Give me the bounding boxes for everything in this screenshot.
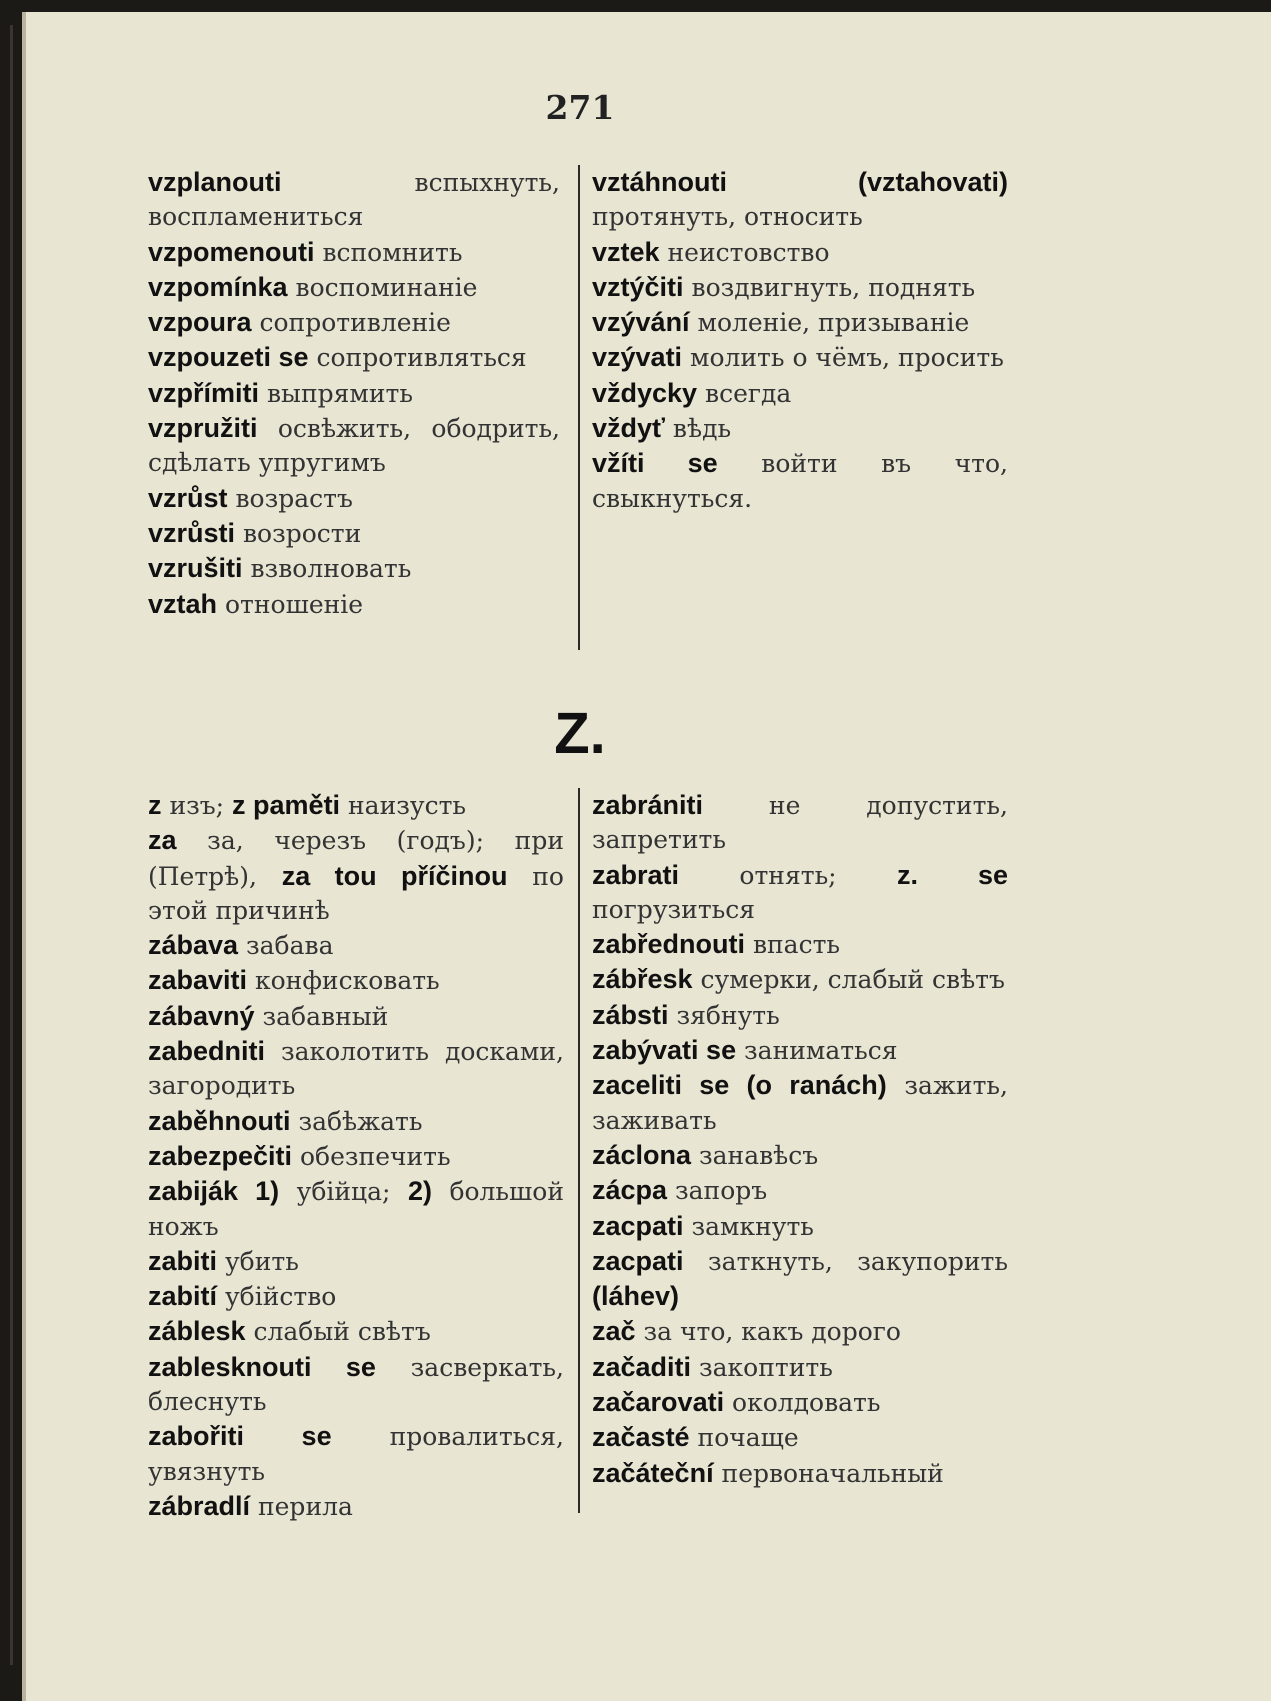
entry-translation: засверкать, блеснуть xyxy=(148,1352,564,1417)
entry-headword: zabrati xyxy=(592,859,680,890)
entry-translation: убійца; xyxy=(279,1177,408,1207)
dictionary-entry xyxy=(592,1385,1008,1420)
entry-translation: забава xyxy=(238,931,334,961)
entry-translation: запоръ xyxy=(667,1176,768,1206)
entry-headword: zábava xyxy=(148,930,239,961)
dictionary-entry xyxy=(592,788,1008,858)
entry-headword: zabiti xyxy=(148,1245,218,1276)
entry-headword: vžíti se xyxy=(592,448,718,479)
dictionary-entry xyxy=(148,551,560,586)
dictionary-entry xyxy=(148,1419,564,1489)
dictionary-entry xyxy=(148,270,560,305)
dictionary-entry xyxy=(592,927,1008,962)
entry-headword: zaběhnouti xyxy=(148,1105,291,1136)
dictionary-entry xyxy=(592,1209,1008,1244)
entry-headword: vzpomínka xyxy=(148,271,288,302)
entry-translation: не допустить, запретить xyxy=(592,791,1008,855)
entry-headword: zabořiti se xyxy=(148,1421,332,1452)
dictionary-entry xyxy=(592,1033,1008,1068)
column-left-bottom xyxy=(148,788,564,1524)
entry-headword: za xyxy=(148,825,177,856)
entry-translation: войти въ что, свыкнуться. xyxy=(592,449,1008,513)
entry-translation: освѣжить, ободрить, сдѣлать упругимъ xyxy=(148,414,560,478)
entry-translation: конфисковать xyxy=(247,966,440,996)
entry-headword: zábradlí xyxy=(148,1490,251,1521)
entry-headword: zabedniti xyxy=(148,1036,266,1067)
entry-headword: zacpati xyxy=(592,1210,684,1241)
entry-headword: vztah xyxy=(148,588,218,619)
dictionary-entry xyxy=(148,1034,564,1104)
entry-headword: zabaviti xyxy=(148,965,248,996)
dictionary-entry xyxy=(592,1173,1008,1208)
dictionary-entry xyxy=(592,411,1008,446)
entry-headword: záclona xyxy=(592,1139,692,1170)
entry-translation: сумерки, слабый свѣтъ xyxy=(692,965,1005,995)
entry-headword: zabiják 1) xyxy=(148,1176,280,1207)
entry-headword: zabývati se xyxy=(592,1035,737,1066)
dictionary-entry xyxy=(592,1420,1008,1455)
entry-translation: выпрямить xyxy=(259,378,413,408)
entry-translation: взволновать xyxy=(242,554,412,584)
entry-headword: zabezpečiti xyxy=(148,1140,293,1171)
entry-headword: vzpřímiti xyxy=(148,377,260,408)
page-gutter-shadow xyxy=(22,12,26,1701)
dictionary-entry xyxy=(148,928,564,963)
dictionary-entry xyxy=(148,340,560,375)
column-divider-top xyxy=(578,165,580,650)
entry-translation: воздвигнуть, поднять xyxy=(683,272,976,302)
entry-translation: околдовать xyxy=(724,1388,881,1418)
entry-translation: забѣжать xyxy=(290,1106,423,1136)
entry-headword: vzývání xyxy=(592,307,690,338)
dictionary-entry xyxy=(592,270,1008,305)
dictionary-entry xyxy=(592,165,1008,235)
dictionary-entry xyxy=(592,235,1008,270)
entry-translation: убить xyxy=(217,1246,299,1276)
entry-headword: vzrůsti xyxy=(148,517,236,548)
entry-headword: zacpati xyxy=(592,1245,684,1276)
dictionary-entry xyxy=(592,376,1008,411)
dictionary-entry xyxy=(592,1350,1008,1385)
entry-headword: vztýčiti xyxy=(592,271,684,302)
entry-headword: zábřesk xyxy=(592,964,693,995)
entry-headword: za tou příčinou xyxy=(281,860,508,891)
column-right-top xyxy=(592,165,1008,516)
entry-translation: по этой причинѣ xyxy=(148,861,564,925)
dictionary-entry xyxy=(148,235,560,270)
dictionary-entry xyxy=(592,962,1008,997)
entry-translation: убійство xyxy=(217,1282,337,1312)
entry-translation: за, черезъ (годъ); при (Петрѣ), xyxy=(148,826,564,891)
dictionary-entry xyxy=(592,1314,1008,1349)
entry-translation: за что, какъ дорого xyxy=(635,1317,901,1347)
entry-headword: zábsti xyxy=(592,999,669,1030)
dictionary-entry xyxy=(592,998,1008,1033)
entry-translation: отнять; xyxy=(679,860,898,890)
entry-translation: первоначальный xyxy=(713,1458,944,1488)
dictionary-entry xyxy=(592,858,1008,928)
entry-headword: vztáhnouti (vztahovati) xyxy=(592,167,1008,197)
entry-headword: zabrániti xyxy=(592,790,704,820)
dictionary-entry xyxy=(148,516,560,551)
entry-headword: vzpružiti xyxy=(148,413,258,444)
dictionary-entry xyxy=(592,1244,1008,1315)
entry-headword: vzpoura xyxy=(148,307,252,338)
dictionary-entry xyxy=(148,999,564,1034)
entry-headword: začasté xyxy=(592,1422,690,1453)
entry-headword: začáteční xyxy=(592,1457,714,1488)
entry-translation: обезпечить xyxy=(292,1141,451,1171)
dictionary-entry xyxy=(148,1279,564,1314)
dictionary-entry xyxy=(148,1244,564,1279)
entry-translation: слабый свѣтъ xyxy=(245,1317,431,1347)
entry-headword: vzrůst xyxy=(148,482,228,513)
entry-translation: возрастъ xyxy=(227,483,353,513)
entry-translation: заколотить досками, загородить xyxy=(148,1037,564,1101)
entry-translation: заткнуть, закупорить xyxy=(683,1246,1008,1276)
entry-translation: погрузиться xyxy=(592,894,756,924)
entry-translation: отношеніе xyxy=(217,589,364,619)
entry-translation: изъ; xyxy=(161,791,233,820)
entry-headword: vzplanouti xyxy=(148,167,282,197)
entry-translation: заниматься xyxy=(736,1036,898,1066)
entry-translation: закоптить xyxy=(691,1352,833,1382)
entry-translation: вспыхнуть, воспламениться xyxy=(148,168,560,232)
entry-translation: зажить, заживать xyxy=(592,1071,1008,1135)
dictionary-entry xyxy=(148,823,564,928)
entry-headword: vzrušiti xyxy=(148,553,243,584)
entry-headword: vztek xyxy=(592,236,660,267)
entry-headword: zábavný xyxy=(148,1000,255,1031)
dictionary-entry xyxy=(148,1139,564,1174)
entry-translation: наизусть xyxy=(340,791,467,820)
dictionary-entry xyxy=(148,305,560,340)
entry-headword: zaceliti se (o ranách) xyxy=(592,1070,887,1101)
dictionary-entry xyxy=(148,165,560,235)
entry-translation: зябнуть xyxy=(668,1000,780,1030)
entry-headword: zač xyxy=(592,1316,636,1347)
entry-translation: протянуть, относить xyxy=(592,202,863,232)
section-heading: Z. xyxy=(554,701,606,766)
entry-translation: сопротивляться xyxy=(308,343,527,373)
entry-headword: 2) xyxy=(407,1176,432,1207)
entry-headword: vždycky xyxy=(592,377,698,408)
dictionary-entry xyxy=(148,587,560,622)
entry-headword: zabití xyxy=(148,1281,218,1312)
dictionary-entry xyxy=(592,1068,1008,1138)
entry-translation: вѣдь xyxy=(664,414,732,444)
entry-translation: провалиться, увязнуть xyxy=(148,1422,564,1486)
dictionary-entry xyxy=(592,1138,1008,1173)
entry-translation: перила xyxy=(250,1491,353,1521)
column-right-bottom xyxy=(592,788,1008,1491)
dictionary-entry xyxy=(148,376,560,411)
entry-translation: занавѣсъ xyxy=(691,1140,819,1170)
entry-translation: молить о чёмъ, просить xyxy=(682,343,1004,373)
entry-headword: vzývati xyxy=(592,342,683,373)
book-spine-edge xyxy=(10,25,13,1665)
entry-headword: vždyť xyxy=(592,413,665,444)
dictionary-entry xyxy=(148,1104,564,1139)
entry-headword: vzpouzeti se xyxy=(148,342,309,373)
dictionary-entry xyxy=(148,1174,564,1244)
entry-translation: сопротивленіе xyxy=(251,308,451,338)
dictionary-entry xyxy=(592,305,1008,340)
entry-translation: вспомнить xyxy=(314,237,463,267)
dictionary-entry xyxy=(592,1456,1008,1491)
entry-headword: z paměti xyxy=(232,790,341,820)
entry-translation: впасть xyxy=(745,930,841,960)
dictionary-entry xyxy=(148,481,560,516)
entry-translation: моленіе, призываніе xyxy=(689,308,970,338)
entry-translation: возрости xyxy=(235,518,362,548)
entry-headword: z. se xyxy=(897,859,1008,890)
entry-headword: vzpomenouti xyxy=(148,236,315,267)
entry-translation: большой ножъ xyxy=(148,1177,565,1241)
entry-headword: začarovati xyxy=(592,1387,725,1418)
entry-headword: (láhev) xyxy=(592,1281,680,1312)
dictionary-entry xyxy=(148,411,560,481)
entry-translation: неистовство xyxy=(659,237,830,267)
entry-translation: замкнуть xyxy=(683,1211,814,1241)
entry-translation: воспоминаніе xyxy=(287,272,478,302)
dictionary-entry xyxy=(592,446,1008,516)
entry-translation: забавный xyxy=(254,1001,389,1031)
entry-translation: всегда xyxy=(697,378,792,408)
entry-headword: začaditi xyxy=(592,1351,692,1382)
column-divider-bottom xyxy=(578,788,580,1513)
dictionary-entry xyxy=(148,963,564,998)
entry-headword: zácpa xyxy=(592,1175,668,1206)
entry-headword: z xyxy=(148,790,162,820)
dictionary-entry xyxy=(148,1350,564,1420)
entry-translation: почаще xyxy=(689,1423,799,1453)
entry-headword: záblesk xyxy=(148,1316,246,1347)
dictionary-entry xyxy=(148,1314,564,1349)
page-number: 271 xyxy=(545,88,615,127)
dictionary-entry xyxy=(148,1489,564,1524)
entry-headword: zabřednouti xyxy=(592,929,745,960)
dictionary-entry xyxy=(148,788,564,823)
entry-headword: zablesknouti se xyxy=(148,1351,376,1382)
dictionary-entry xyxy=(592,340,1008,375)
column-left-top xyxy=(148,165,560,622)
